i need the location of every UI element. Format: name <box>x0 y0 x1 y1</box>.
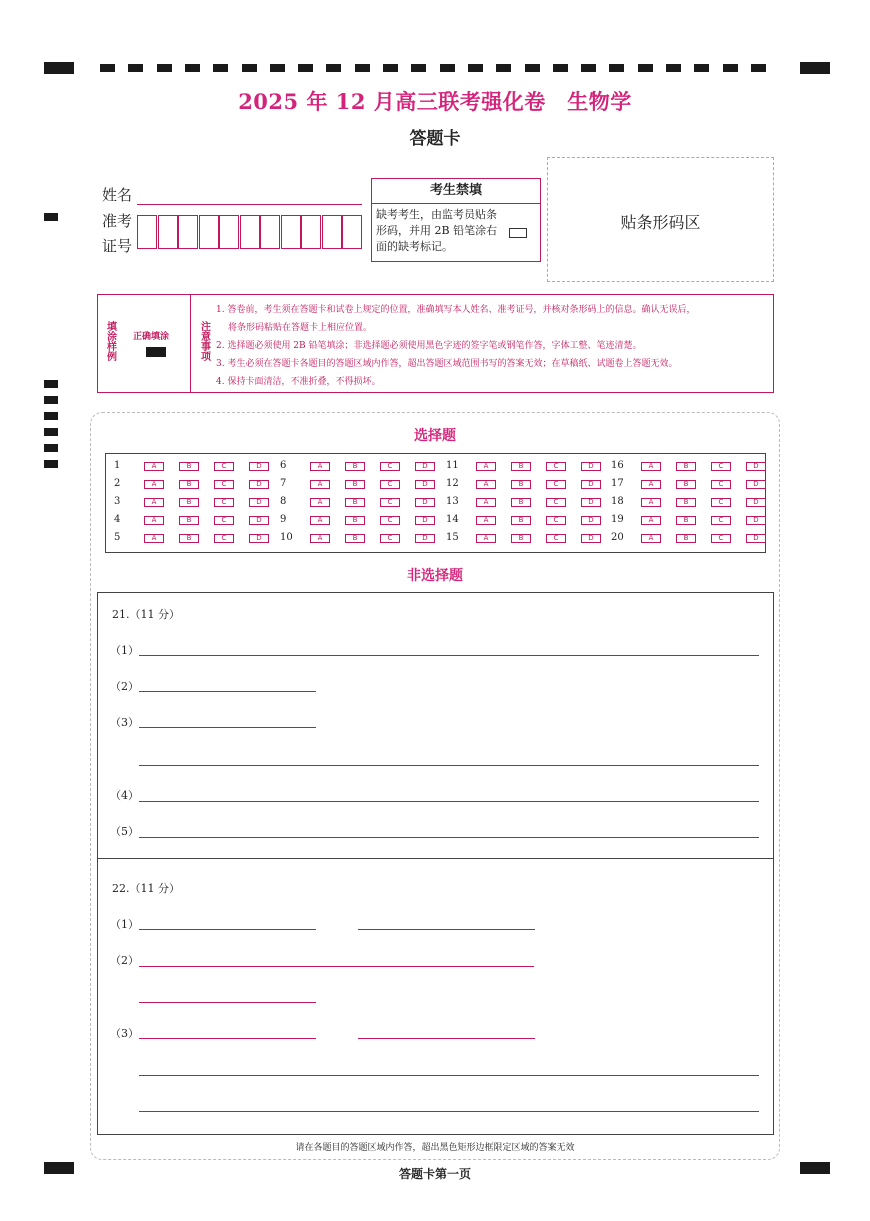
q22-answer-line-1a[interactable] <box>139 929 316 930</box>
q21-answer-line-4[interactable] <box>139 801 759 802</box>
q21-part-4-label: （4） <box>110 789 139 802</box>
mcq-number: 13 <box>446 496 459 507</box>
timing-dash <box>383 64 398 72</box>
mcq-option-bubble[interactable]: A <box>641 480 661 489</box>
timing-dash <box>723 64 738 72</box>
exam-id-digit-box[interactable] <box>158 215 178 249</box>
mcq-option-bubble[interactable]: D <box>581 480 601 489</box>
notice-item-1: 1. 答卷前，考生须在答题卡和试卷上规定的位置，准确填写本人姓名、准考证号，并核对条形码上的信息。确认无误后， <box>216 305 696 315</box>
mcq-option-bubble[interactable]: C <box>546 534 566 543</box>
mcq-number: 1 <box>114 460 121 471</box>
timing-dash <box>185 64 200 72</box>
mcq-option-bubble[interactable]: C <box>214 462 234 471</box>
timing-dash <box>411 64 426 72</box>
exam-id-digit-box[interactable] <box>240 215 260 249</box>
q21-answer-line-2[interactable] <box>139 691 316 692</box>
mcq-option-bubble[interactable]: A <box>310 462 330 471</box>
mcq-option-bubble[interactable]: C <box>711 480 731 489</box>
q22-answer-line-1b[interactable] <box>358 929 535 930</box>
mcq-number: 17 <box>611 478 624 489</box>
mcq-option-bubble[interactable]: B <box>345 534 365 543</box>
mcq-number: 3 <box>114 496 121 507</box>
timing-dash <box>666 64 681 72</box>
absent-mark-box <box>371 178 541 262</box>
mcq-option-bubble[interactable]: C <box>380 534 400 543</box>
card-subtitle: 答题卡 <box>409 129 461 149</box>
mcq-option-bubble[interactable]: A <box>476 498 496 507</box>
mcq-option-bubble[interactable]: D <box>746 498 766 507</box>
correct-fill-sample <box>146 347 166 357</box>
mcq-option-bubble[interactable]: D <box>415 498 435 507</box>
mcq-option-bubble[interactable]: A <box>310 534 330 543</box>
mcq-option-bubble[interactable]: A <box>476 462 496 471</box>
mcq-option-bubble[interactable]: D <box>581 498 601 507</box>
mcq-option-bubble[interactable]: B <box>676 534 696 543</box>
corner-mark <box>44 62 74 74</box>
mcq-option-bubble[interactable]: C <box>214 534 234 543</box>
mcq-number: 6 <box>280 460 287 471</box>
question-22-heading: 22.（11 分） <box>112 882 180 895</box>
q22-answer-line-3c[interactable] <box>139 1075 759 1076</box>
mcq-option-bubble[interactable]: B <box>511 480 531 489</box>
mcq-option-bubble[interactable]: C <box>380 498 400 507</box>
mcq-number: 9 <box>280 514 287 525</box>
mcq-option-bubble[interactable]: D <box>249 534 269 543</box>
timing-dash <box>581 64 596 72</box>
mcq-number: 14 <box>446 514 459 525</box>
timing-dash <box>157 64 172 72</box>
mcq-option-bubble[interactable]: C <box>711 498 731 507</box>
mcq-option-bubble[interactable]: C <box>546 498 566 507</box>
timing-dash <box>242 64 257 72</box>
timing-dash <box>751 64 766 72</box>
mcq-option-bubble[interactable]: B <box>676 462 696 471</box>
mcq-option-bubble[interactable]: C <box>380 480 400 489</box>
mcq-option-bubble[interactable]: B <box>676 516 696 525</box>
mcq-number: 2 <box>114 478 121 489</box>
mcq-option-bubble[interactable]: D <box>746 480 766 489</box>
mcq-option-bubble[interactable]: D <box>415 462 435 471</box>
mcq-number: 16 <box>611 460 624 471</box>
mcq-option-bubble[interactable]: B <box>345 498 365 507</box>
exam-id-digit-box[interactable] <box>137 215 157 249</box>
exam-id-digit-box[interactable] <box>260 215 280 249</box>
nonmcq-section-title: 非选择题 <box>407 568 463 584</box>
mcq-option-bubble[interactable]: B <box>511 498 531 507</box>
q21-answer-line-1[interactable] <box>139 655 759 656</box>
q21-answer-line-3a[interactable] <box>139 727 316 728</box>
absent-mark-bubble[interactable] <box>509 228 527 238</box>
barcode-label: 贴条形码区 <box>620 213 701 232</box>
mcq-option-bubble[interactable]: D <box>581 462 601 471</box>
mcq-option-bubble[interactable]: A <box>641 516 661 525</box>
mcq-option-bubble[interactable]: B <box>345 516 365 525</box>
timing-dash <box>440 64 455 72</box>
name-field[interactable] <box>137 204 362 205</box>
timing-dash <box>100 64 115 72</box>
footer-note: 请在各题目的答题区域内作答，超出黑色矩形边框限定区域的答案无效 <box>295 1143 575 1153</box>
mcq-section-title: 选择题 <box>414 428 456 444</box>
timing-dash <box>128 64 143 72</box>
timing-dash <box>496 64 511 72</box>
page-footer: 答题卡第一页 <box>398 1167 471 1181</box>
absent-box-text: 缺考考生，由监考员贴条形码，并用 2B 铅笔涂右面的缺考标记。 <box>376 208 498 253</box>
question-21-box <box>97 592 774 859</box>
mcq-option-bubble[interactable]: B <box>511 516 531 525</box>
mcq-number: 10 <box>280 532 293 543</box>
mcq-option-bubble[interactable]: C <box>546 516 566 525</box>
mcq-option-bubble[interactable]: A <box>641 498 661 507</box>
id-label-1: 准考 <box>102 212 133 230</box>
side-mark <box>44 380 58 388</box>
timing-dash <box>553 64 568 72</box>
q21-answer-line-3b[interactable] <box>139 765 759 766</box>
mcq-option-bubble[interactable]: C <box>546 462 566 471</box>
question-22-box <box>97 858 774 1135</box>
mcq-option-bubble[interactable]: D <box>746 462 766 471</box>
mcq-option-bubble[interactable]: B <box>179 516 199 525</box>
q22-part-1-label: （1） <box>110 918 139 931</box>
page-title: 2025 年 12 月高三联考强化卷 生物学 <box>238 89 632 114</box>
q21-answer-line-5[interactable] <box>139 837 759 838</box>
timing-dash <box>694 64 709 72</box>
side-mark <box>44 412 58 420</box>
mcq-number: 5 <box>114 532 121 543</box>
notice-item-4: 4. 保持卡面清洁，不准折叠，不得损坏。 <box>216 377 381 387</box>
mcq-option-bubble[interactable]: B <box>179 498 199 507</box>
corner-mark <box>800 62 830 74</box>
mcq-option-bubble[interactable]: D <box>249 462 269 471</box>
mcq-option-bubble[interactable]: A <box>310 498 330 507</box>
sample-label: 填 涂 样 例 <box>107 322 117 363</box>
mcq-option-bubble[interactable]: A <box>144 480 164 489</box>
mcq-option-bubble[interactable]: A <box>144 516 164 525</box>
q21-part-5-label: （5） <box>110 825 139 838</box>
mcq-option-bubble[interactable]: D <box>581 534 601 543</box>
barcode-area <box>547 157 774 282</box>
q22-answer-line-2a[interactable] <box>139 966 534 967</box>
notice-item-2: 2. 选择题必须使用 2B 铅笔填涂；非选择题必须使用黑色字迹的签字笔或钢笔作答，字体工整、笔迹清楚。 <box>216 341 642 351</box>
mcq-option-bubble[interactable]: D <box>249 480 269 489</box>
mcq-option-bubble[interactable]: C <box>546 480 566 489</box>
mcq-grid <box>105 453 766 553</box>
timing-dash <box>468 64 483 72</box>
exam-id-digit-box[interactable] <box>199 215 219 249</box>
notice-item-3: 3. 考生必须在答题卡各题目的答题区域内作答，超出答题区域范围书写的答案无效；在草稿纸、试题卷上答题无效。 <box>216 359 678 369</box>
notice-item-1b: 将条形码粘贴在答题卡上相应位置。 <box>228 323 373 333</box>
mcq-option-bubble[interactable]: D <box>746 516 766 525</box>
mcq-number: 4 <box>114 514 121 525</box>
q22-answer-line-3d[interactable] <box>139 1111 759 1112</box>
mcq-option-bubble[interactable]: B <box>511 534 531 543</box>
mcq-number: 18 <box>611 496 624 507</box>
id-label-2: 证号 <box>102 237 133 255</box>
mcq-option-bubble[interactable]: B <box>179 462 199 471</box>
mcq-option-bubble[interactable]: B <box>345 480 365 489</box>
mcq-option-bubble[interactable]: A <box>144 534 164 543</box>
side-mark <box>44 444 58 452</box>
timing-dash <box>355 64 370 72</box>
q22-answer-line-2b[interactable] <box>139 1002 316 1003</box>
mcq-option-bubble[interactable]: B <box>676 480 696 489</box>
mcq-option-bubble[interactable]: A <box>310 516 330 525</box>
mcq-option-bubble[interactable]: A <box>476 480 496 489</box>
mcq-option-bubble[interactable]: D <box>249 516 269 525</box>
name-label: 姓名 <box>102 186 133 204</box>
mcq-number: 15 <box>446 532 459 543</box>
timing-dash <box>213 64 228 72</box>
mcq-option-bubble[interactable]: C <box>711 516 731 525</box>
timing-dash <box>326 64 341 72</box>
side-mark <box>44 396 58 404</box>
mcq-option-bubble[interactable]: D <box>415 534 435 543</box>
mcq-option-bubble[interactable]: C <box>214 516 234 525</box>
exam-id-digit-box[interactable] <box>301 215 321 249</box>
mcq-option-bubble[interactable]: D <box>415 516 435 525</box>
exam-id-digit-box[interactable] <box>219 215 239 249</box>
timing-dash <box>525 64 540 72</box>
timing-dash <box>270 64 285 72</box>
mcq-option-bubble[interactable]: B <box>676 498 696 507</box>
mcq-option-bubble[interactable]: C <box>214 480 234 489</box>
mcq-option-bubble[interactable]: B <box>345 462 365 471</box>
mcq-option-bubble[interactable]: B <box>179 534 199 543</box>
q22-answer-line-3a[interactable] <box>139 1038 316 1039</box>
mcq-option-bubble[interactable]: A <box>476 534 496 543</box>
q22-answer-line-3b[interactable] <box>358 1038 535 1039</box>
q21-part-1-label: （1） <box>110 644 139 657</box>
q21-part-2-label: （2） <box>110 680 139 693</box>
side-mark <box>44 213 58 221</box>
mcq-option-bubble[interactable]: A <box>144 498 164 507</box>
timing-dash <box>298 64 313 72</box>
question-21-heading: 21.（11 分） <box>112 608 180 621</box>
mcq-option-bubble[interactable]: C <box>214 498 234 507</box>
q22-part-2-label: （2） <box>110 954 139 967</box>
mcq-option-bubble[interactable]: A <box>641 462 661 471</box>
mcq-option-bubble[interactable]: D <box>581 516 601 525</box>
mcq-number: 19 <box>611 514 624 525</box>
mcq-option-bubble[interactable]: D <box>746 534 766 543</box>
exam-id-digit-box[interactable] <box>281 215 301 249</box>
mcq-option-bubble[interactable]: A <box>310 480 330 489</box>
absent-box-title: 考生禁填 <box>372 179 540 204</box>
mcq-number: 11 <box>446 460 459 471</box>
notice-label: 注 意 事 项 <box>201 322 211 363</box>
mcq-option-bubble[interactable]: A <box>476 516 496 525</box>
exam-id-digit-box[interactable] <box>342 215 362 249</box>
timing-dash <box>638 64 653 72</box>
mcq-option-bubble[interactable]: A <box>641 534 661 543</box>
exam-id-digit-box[interactable] <box>178 215 198 249</box>
mcq-option-bubble[interactable]: B <box>179 480 199 489</box>
correct-fill-label: 正确填涂 <box>133 332 170 342</box>
mcq-option-bubble[interactable]: C <box>711 534 731 543</box>
q22-part-3-label: （3） <box>110 1027 139 1040</box>
mcq-option-bubble[interactable]: D <box>415 480 435 489</box>
side-mark <box>44 460 58 468</box>
exam-id-digit-box[interactable] <box>322 215 342 249</box>
mcq-number: 20 <box>611 532 624 543</box>
timing-dash <box>609 64 624 72</box>
mcq-option-bubble[interactable]: D <box>249 498 269 507</box>
mcq-number: 7 <box>280 478 287 489</box>
mcq-option-bubble[interactable]: C <box>380 462 400 471</box>
mcq-number: 8 <box>280 496 287 507</box>
mcq-number: 12 <box>446 478 459 489</box>
mcq-option-bubble[interactable]: C <box>380 516 400 525</box>
mcq-option-bubble[interactable]: C <box>711 462 731 471</box>
notice-divider <box>190 295 191 392</box>
q21-part-3-label: （3） <box>110 716 139 729</box>
mcq-option-bubble[interactable]: B <box>511 462 531 471</box>
mcq-option-bubble[interactable]: A <box>144 462 164 471</box>
